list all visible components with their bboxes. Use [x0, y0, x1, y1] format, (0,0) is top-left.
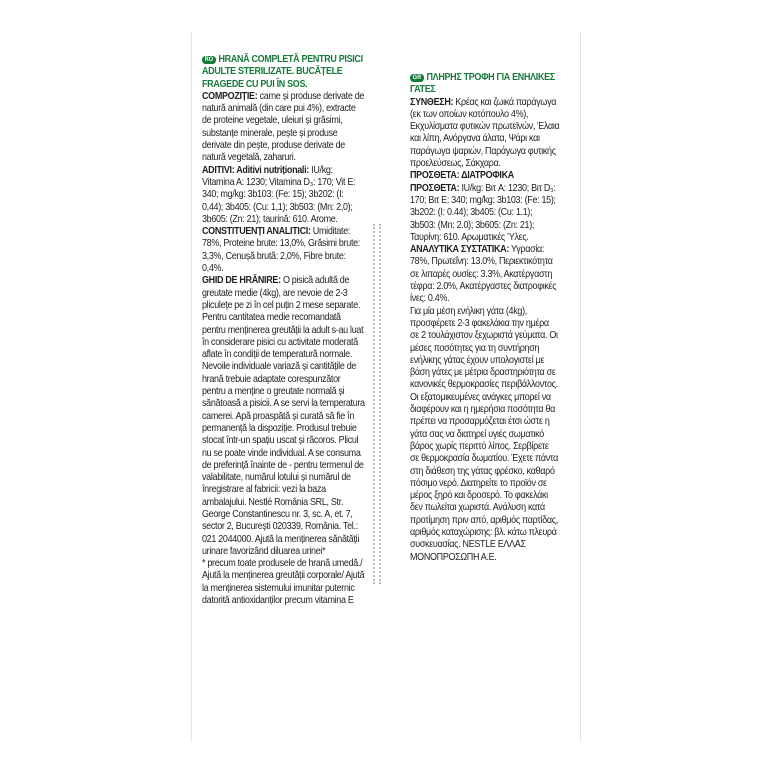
gr-title-text: ΠΛΗΡΗΣ ΤΡΟΦΗ ΓΙΑ ΕΝΗΛΙΚΕΣ ΓΑΤΕΣ	[410, 72, 555, 96]
gr-title	[410, 72, 560, 97]
gr-feeding-guide: Για μία μέση ενήλικη γάτα (4kg), προσφέρετε 2-3 φακελάκια την ημέρα σε 2 τουλάχιστον ξεχωριστά γεύματα. Οι μέσες ποσότητες για τη συντήρηση ενήλικης γάτας έχουν υπολογιστεί με βάση γάτες με μέτρια δραστηριότητα σε κανονικές θερμοκρασίες περιβάλλοντος. Οι εξατομικευμένες ανάγκες μπορεί να διαφέρουν και η ημερήσια ποσότητα θα πρέπει να προσαρμόζεται έτσι ώστε η γάτα σας να διατηρεί υγιές σωματικό βάρος χωρίς περιττό λίπος. Σερβίρετε σε θερμοκρασία δωματίου. Έχετε πάντα στη διάθεση της γάτας φρέσκο, καθαρό πόσιμο νερό. Διατηρείτε το προϊόν σε μέρος ξηρό και δροσερό. Το φακελάκι δεν πωλείται χωριστά. Ανάλυση κατά προτίμηση πριν από, αριθμός παρτίδας, αριθμός καταχώρισης: βλ. κάτω πλευρά συσκευασίας. NESTLE ΕΛΛΑΣ ΜΟΝΟΠΡΟΣΩΠΗ Α.Ε.	[410, 305, 558, 563]
ro-footnote: * precum toate produsele de hrană umedă./ Ajută la menținerea greutății corporale/ Ajută la menținerea sistemului imunitar puternic datorită antioxidanților precum vitamina E	[202, 558, 365, 607]
gr-analytical	[410, 244, 560, 305]
ro-additives-text: IU/kg: Vitamina A: 1230; Vitamina D₃: 170; Vit E: 340; mg/kg: 3b103: (Fe: 15); 3b202: (I: 0,44); 3b405: (Cu: 1,1); 3b503: (Mn: 2,0); 3b605: (Zn: 21); taurină: 610. Arome.	[202, 164, 356, 225]
romanian-column	[202, 54, 365, 607]
ro-analytical-text: Umiditate: 78%, Proteine brute: 13,0%, Grăsimi brute: 3,3%, Cenușă brută: 2,0%, Fibre brute: 0,4%.	[202, 226, 360, 275]
ro-composition	[202, 91, 365, 165]
ro-analytical-label: CONSTITUENȚI ANALITICI:	[202, 226, 311, 238]
gr-composition-text: Κρέας και ζωικά παράγωγα (εκ των οποίων κοτόπουλο 4%), Εκχυλίσματα φυτικών πρωτεϊνών, Έλαια και λίπη, Ανόργανα άλατα, Ψάρι και παράγωγα ψαριών, Παράγωγα φυτικής προελεύσεως, Σάκχαρα.	[410, 96, 560, 170]
ro-title-text: HRANĂ COMPLETĂ PENTRU PISICI ADULTE STERILIZATE. BUCĂȚELE FRAGEDE CU PUI ÎN SOS.	[202, 54, 363, 90]
ro-feeding-guide	[202, 275, 365, 558]
ro-feeding-label: GHID DE HRĂNIRE:	[202, 275, 281, 287]
product-label-panel	[191, 32, 581, 742]
ro-language-badge: RO	[202, 56, 216, 64]
gr-analytical-text: Υγρασία: 78%, Πρωτεΐνη: 13.0%, Περιεκτικότητα σε λιπαρές ουσίες: 3.3%, Ακατέργαστη τέφρα: 2.0%, Ακατέργαστες διατροφικές ίνες: 0.4%.	[410, 244, 557, 305]
gr-additives-text: IU/kg: Βιτ A: 1230; Βιτ D₃: 170; Βιτ E: 340; mg/kg: 3b103: (Fe: 15); 3b202: (I: 0.44); 3b405: (Cu: 1.1); 3b503: (Mn: 2.0); 3b605: (Zn: 21); Ταυρίνη: 610. Αρωματικές Ύλες.	[410, 182, 556, 243]
ro-composition-label: COMPOZIȚIE:	[202, 90, 258, 102]
gr-additives	[410, 170, 560, 244]
ro-composition-text: carne și produse derivate de natură animală (din care pui 4%), extracte de proteine vegetale, uleiuri și grăsimi, substanțe minerale, pește și produse derivate din pește, produse derivate de natură vegetală, zaharuri.	[202, 90, 365, 164]
perforation-line	[373, 224, 381, 584]
gr-composition-label: ΣΥΝΘΕΣΗ:	[410, 96, 454, 108]
gr-language-badge: GR	[410, 74, 424, 82]
ro-feeding-text: O pisică adultă de greutate medie (4kg), are nevoie de 2-3 pliculețe pe zi în cel puțin 2 mese separate. Pentru cantitatea medie recomandată pentru menținerea greutății la adult s-au luat în considerare pisici cu activitate moderată aflate în condiții de temperatură normale. Nevoile individuale variază și cantitățile de hrană trebuie adaptate corespunzător pentru a menține o greutate normală și sănătoasă a pisicii. A se servi la temperatura camerei. Apă proaspătă și curată să fie în permanență la dispoziție. Produsul trebuie stocat într-un spațiu uscat și răcoros. Plicul nu se poate vinde individual. A se consuma de preferință înainte de - pentru termenul de valabilitate, numărul lotului și numărul de înregistrare al fabricii: vezi la baza ambalajului. Nestlé România SRL, Str. George Constantinescu nr. 3, sc. A, et. 7, sector 2, București 020339, România. Tel.: 021 2044000. Ajută la menținerea sănătății urinare favorizând diluarea urinei*	[202, 275, 365, 557]
ro-additives	[202, 165, 365, 226]
gr-composition	[410, 97, 560, 171]
gr-additives-label: ΠΡΟΣΘΕΤΑ: ΔΙΑΤΡΟΦΙΚΑ ΠΡΟΣΘΕΤΑ:	[410, 170, 514, 194]
ro-analytical	[202, 226, 365, 275]
ro-title	[202, 54, 365, 91]
gr-analytical-label: ΑΝΑΛΥΤΙΚΑ ΣΥΣΤΑΤΙΚΑ:	[410, 244, 509, 256]
greek-column	[410, 72, 560, 564]
ro-additives-label: ADITIVI: Aditivi nutriționali:	[202, 164, 309, 176]
